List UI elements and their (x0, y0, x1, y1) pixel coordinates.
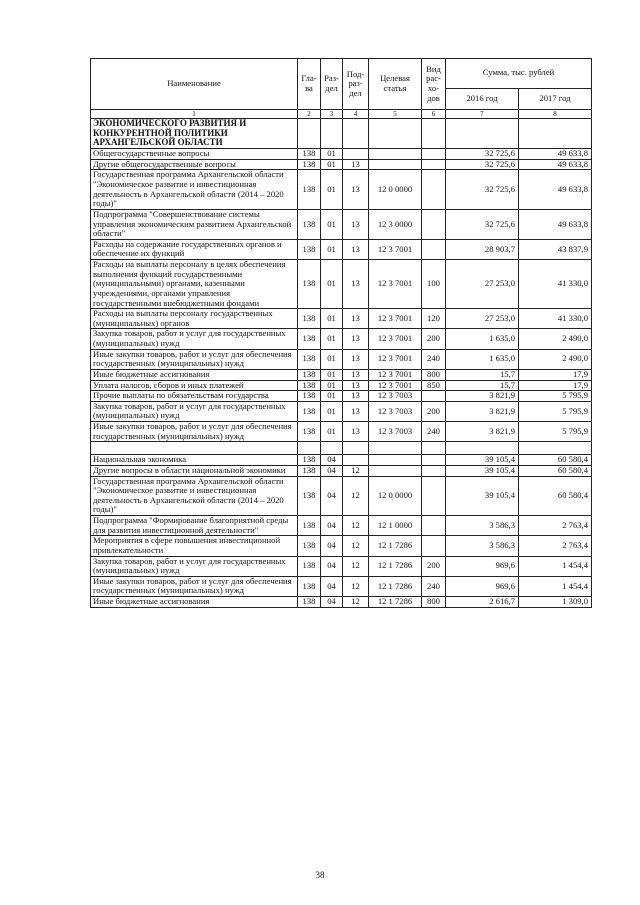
cell-pd (343, 442, 369, 455)
cell-rz: 01 (321, 369, 343, 380)
cell-pd: 12 (343, 576, 369, 596)
column-number-row (91, 110, 592, 119)
cell-pd: 13 (343, 209, 369, 239)
cell-pd (343, 149, 369, 160)
cell-gl: 138 (298, 239, 321, 259)
cell-gl: 138 (298, 380, 321, 391)
cell-cs: 12 3 7003 (369, 422, 422, 442)
cell-gl: 138 (298, 465, 321, 476)
cell-y2017: 49 633,8 (519, 159, 592, 170)
cell-vr (422, 159, 446, 170)
cell-y2016: 27 253,0 (446, 260, 519, 309)
cell-y2016: 39 105,4 (446, 465, 519, 476)
header-name: Наименование (91, 59, 298, 110)
cell-gl: 138 (298, 455, 321, 466)
cell-pd: 13 (343, 401, 369, 421)
cell-gl: 138 (298, 422, 321, 442)
cell-vr: 200 (422, 329, 446, 349)
cell-pd: 12 (343, 476, 369, 516)
cell-rz: 04 (321, 597, 343, 608)
cell-y2016 (446, 442, 519, 455)
cell-cs: 12 3 7003 (369, 401, 422, 421)
cell-cs: 12 0 0000 (369, 170, 422, 210)
cell-pd: 12 (343, 556, 369, 576)
cell-y2017: 41 330,0 (519, 260, 592, 309)
cell-name: Прочие выплаты по обязательствам государства (91, 391, 298, 402)
cell-y2017: 2 763,4 (519, 536, 592, 556)
section-title-row (91, 119, 592, 149)
cell-gl: 138 (298, 401, 321, 421)
cell-y2016: 28 903,7 (446, 239, 519, 259)
cell-cs: 12 3 7001 (369, 380, 422, 391)
cell-y2016: 3 821,9 (446, 422, 519, 442)
cell-vr (422, 170, 446, 210)
cell-y2016: 15,7 (446, 369, 519, 380)
header-2017: 2017 год (519, 88, 592, 109)
table-row (91, 329, 592, 349)
cell-y2017: 2 763,4 (519, 516, 592, 536)
cell-vr: 100 (422, 260, 446, 309)
table-row (91, 422, 592, 442)
cell-name: Иные бюджетные ассигнования (91, 369, 298, 380)
table-row (91, 401, 592, 421)
table-row (91, 369, 592, 380)
cell-cs: 12 3 0000 (369, 209, 422, 239)
cell-name: Другие вопросы в области национальной экономики (91, 465, 298, 476)
cell-y2016: 39 105,4 (446, 455, 519, 466)
header-podrazdel: Под-раз-дел (343, 59, 369, 110)
cell-y2017: 2 490,0 (519, 329, 592, 349)
cell-y2017: 49 633,8 (519, 209, 592, 239)
colnum: 6 (422, 110, 446, 119)
cell-pd (343, 455, 369, 466)
cell-cs: 12 3 7001 (369, 329, 422, 349)
cell-name: Закупка товаров, работ и услуг для государственных (муниципальных) нужд (91, 556, 298, 576)
cell-y2017: 49 633,8 (519, 170, 592, 210)
cell-rz: 04 (321, 536, 343, 556)
header-celevaya: Целевая статья (369, 59, 422, 110)
cell-rz: 01 (321, 309, 343, 329)
cell-vr (422, 476, 446, 516)
cell-pd: 12 (343, 465, 369, 476)
cell-cs: 12 3 7003 (369, 391, 422, 402)
cell-vr: 800 (422, 369, 446, 380)
cell-rz: 01 (321, 149, 343, 160)
cell-name: Подпрограмма "Формирование благоприятной среды для развития инвестиционной деятельности" (91, 516, 298, 536)
cell-rz: 01 (321, 239, 343, 259)
cell-vr: 240 (422, 422, 446, 442)
colnum: 3 (321, 110, 343, 119)
cell-rz: 04 (321, 576, 343, 596)
header-vid: Вид рас-хо-дов (422, 59, 446, 110)
cell-rz: 01 (321, 209, 343, 239)
cell-gl: 138 (298, 536, 321, 556)
table-row (91, 516, 592, 536)
cell-name: Мероприятия в сфере повышения инвестиционной привлекательности (91, 536, 298, 556)
cell-rz: 01 (321, 349, 343, 369)
cell-name: Национальная экономика (91, 455, 298, 466)
cell-vr (422, 455, 446, 466)
cell-rz: 01 (321, 422, 343, 442)
cell-rz: 04 (321, 476, 343, 516)
cell-gl: 138 (298, 329, 321, 349)
cell-y2016: 15,7 (446, 380, 519, 391)
cell-pd: 13 (343, 391, 369, 402)
cell-rz: 01 (321, 401, 343, 421)
table-row (91, 465, 592, 476)
table-row (91, 149, 592, 160)
cell-gl: 138 (298, 516, 321, 536)
table-row (91, 597, 592, 608)
cell-rz: 04 (321, 556, 343, 576)
cell-name: Государственная программа Архангельской области "Экономическое развитие и инвестиционная деятельность в Архангельской области (2014 – 2020 годы)" (91, 476, 298, 516)
cell-y2017: 17,9 (519, 369, 592, 380)
cell-gl: 138 (298, 576, 321, 596)
table-row (91, 380, 592, 391)
cell-name: Иные закупки товаров, работ и услуг для обеспечения государственных (муниципальных) нужд (91, 422, 298, 442)
cell-pd: 13 (343, 260, 369, 309)
colnum: 1 (91, 110, 298, 119)
cell-pd: 13 (343, 309, 369, 329)
cell-y2017: 60 580,4 (519, 455, 592, 466)
cell-rz: 04 (321, 516, 343, 536)
cell-y2017: 5 795,9 (519, 401, 592, 421)
cell-rz (321, 442, 343, 455)
cell-pd: 12 (343, 536, 369, 556)
cell-name: Общегосударственные вопросы (91, 149, 298, 160)
page-number: 38 (315, 870, 325, 880)
cell-y2016: 32 725,6 (446, 159, 519, 170)
cell-name: Другие общегосударственные вопросы (91, 159, 298, 170)
cell-y2016: 1 635,0 (446, 349, 519, 369)
cell-gl: 138 (298, 159, 321, 170)
cell-vr (422, 209, 446, 239)
table-row (91, 556, 592, 576)
cell-y2016: 3 821,9 (446, 391, 519, 402)
cell-y2017: 41 330,0 (519, 309, 592, 329)
colnum: 4 (343, 110, 369, 119)
header-razdel: Раз-дел (321, 59, 343, 110)
cell-cs: 12 1 0000 (369, 516, 422, 536)
cell-y2017: 60 580,4 (519, 476, 592, 516)
cell-rz: 01 (321, 391, 343, 402)
cell-gl (298, 442, 321, 455)
cell-pd: 13 (343, 369, 369, 380)
cell-vr: 200 (422, 401, 446, 421)
section-title: ЭКОНОМИЧЕСКОГО РАЗВИТИЯ И КОНКУРЕНТНОЙ ПОЛИТИКИ АРХАНГЕЛЬСКОЙ ОБЛАСТИ (91, 119, 298, 149)
cell-cs: 12 3 7001 (369, 369, 422, 380)
cell-pd: 13 (343, 380, 369, 391)
cell-vr (422, 465, 446, 476)
cell-vr: 200 (422, 556, 446, 576)
cell-gl: 138 (298, 391, 321, 402)
colnum: 8 (519, 110, 592, 119)
cell-name: Иные бюджетные ассигнования (91, 597, 298, 608)
cell-pd: 13 (343, 349, 369, 369)
cell-y2016: 969,6 (446, 556, 519, 576)
cell-y2016: 39 105,4 (446, 476, 519, 516)
cell-gl: 138 (298, 209, 321, 239)
cell-name: Расходы на содержание государственных органов и обеспечение их функций (91, 239, 298, 259)
cell-y2017 (519, 442, 592, 455)
cell-name: Уплата налогов, сборов и иных платежей (91, 380, 298, 391)
cell-cs (369, 149, 422, 160)
cell-gl: 138 (298, 149, 321, 160)
cell-y2017: 5 795,9 (519, 422, 592, 442)
cell-vr: 240 (422, 349, 446, 369)
cell-gl: 138 (298, 349, 321, 369)
colnum: 7 (446, 110, 519, 119)
table-row (91, 476, 592, 516)
cell-y2017: 49 633,8 (519, 149, 592, 160)
cell-vr: 240 (422, 576, 446, 596)
cell-rz: 01 (321, 380, 343, 391)
header-glava: Гла-ва (298, 59, 321, 110)
cell-gl: 138 (298, 170, 321, 210)
cell-y2017: 1 454,4 (519, 576, 592, 596)
header-2016: 2016 год (446, 88, 519, 109)
cell-gl: 138 (298, 476, 321, 516)
cell-y2016: 32 725,6 (446, 149, 519, 160)
table-row (91, 309, 592, 329)
table-row (91, 536, 592, 556)
table-row (91, 455, 592, 466)
cell-cs: 12 1 7286 (369, 556, 422, 576)
cell-y2016: 27 253,0 (446, 309, 519, 329)
cell-vr (422, 239, 446, 259)
table-row (91, 209, 592, 239)
cell-name: Закупка товаров, работ и услуг для государственных (муниципальных) нужд (91, 401, 298, 421)
cell-y2017: 1 309,0 (519, 597, 592, 608)
cell-rz: 04 (321, 465, 343, 476)
table-row (91, 260, 592, 309)
cell-cs: 12 3 7001 (369, 309, 422, 329)
cell-gl: 138 (298, 309, 321, 329)
cell-y2016: 32 725,6 (446, 209, 519, 239)
cell-pd: 13 (343, 170, 369, 210)
cell-y2016: 969,6 (446, 576, 519, 596)
cell-pd: 12 (343, 597, 369, 608)
colnum: 5 (369, 110, 422, 119)
cell-vr (422, 149, 446, 160)
cell-pd: 13 (343, 159, 369, 170)
cell-name: Иные закупки товаров, работ и услуг для обеспечения государственных (муниципальных) нужд (91, 576, 298, 596)
cell-rz: 01 (321, 260, 343, 309)
table-row (91, 159, 592, 170)
cell-name: Подпрограмма "Совершенствование системы управления экономическим развитием Архангельской области" (91, 209, 298, 239)
cell-gl: 138 (298, 260, 321, 309)
cell-name: Иные закупки товаров, работ и услуг для обеспечения государственных (муниципальных) нужд (91, 349, 298, 369)
cell-y2017: 5 795,9 (519, 391, 592, 402)
cell-vr: 120 (422, 309, 446, 329)
cell-rz: 01 (321, 170, 343, 210)
cell-cs: 12 0 0000 (369, 476, 422, 516)
cell-name: Расходы на выплаты персоналу в целях обеспечения выполнения функций государственными (муниципальными) органами, казенными учреждениями, органами управления государственными внебюджетными фондами (91, 260, 298, 309)
cell-gl: 138 (298, 556, 321, 576)
budget-table (90, 58, 592, 608)
table-row (91, 349, 592, 369)
cell-cs: 12 3 7001 (369, 260, 422, 309)
cell-pd: 13 (343, 422, 369, 442)
cell-pd: 13 (343, 239, 369, 259)
cell-rz: 01 (321, 329, 343, 349)
colnum: 2 (298, 110, 321, 119)
header-summa: Сумма, тыс. рублей (446, 59, 592, 89)
table-row (91, 170, 592, 210)
cell-vr: 800 (422, 597, 446, 608)
cell-pd: 12 (343, 516, 369, 536)
cell-cs: 12 1 7286 (369, 576, 422, 596)
table-row (91, 391, 592, 402)
blank-row (91, 442, 592, 455)
table-row (91, 576, 592, 596)
cell-cs: 12 3 7001 (369, 239, 422, 259)
cell-y2017: 43 837,9 (519, 239, 592, 259)
cell-vr (422, 516, 446, 536)
cell-y2016: 3 586,3 (446, 536, 519, 556)
cell-cs (369, 465, 422, 476)
cell-cs: 12 1 7286 (369, 536, 422, 556)
cell-vr (422, 536, 446, 556)
cell-gl: 138 (298, 597, 321, 608)
cell-y2016: 3 821,9 (446, 401, 519, 421)
cell-name: Расходы на выплаты персоналу государственных (муниципальных) органов (91, 309, 298, 329)
cell-gl: 138 (298, 369, 321, 380)
cell-cs: 12 3 7001 (369, 349, 422, 369)
cell-vr (422, 442, 446, 455)
cell-name (91, 442, 298, 455)
cell-rz: 01 (321, 159, 343, 170)
cell-y2016: 3 586,3 (446, 516, 519, 536)
cell-y2017: 17,9 (519, 380, 592, 391)
cell-cs (369, 159, 422, 170)
table-row (91, 239, 592, 259)
cell-y2017: 2 490,0 (519, 349, 592, 369)
cell-cs (369, 455, 422, 466)
cell-cs (369, 442, 422, 455)
cell-y2016: 2 616,7 (446, 597, 519, 608)
cell-cs: 12 1 7286 (369, 597, 422, 608)
cell-pd: 13 (343, 329, 369, 349)
cell-rz: 04 (321, 455, 343, 466)
cell-name: Государственная программа Архангельской области "Экономическое развитие и инвестиционная деятельность в Архангельской области (2014 – 2020 годы)" (91, 170, 298, 210)
cell-y2016: 32 725,6 (446, 170, 519, 210)
cell-vr: 850 (422, 380, 446, 391)
cell-name: Закупка товаров, работ и услуг для государственных (муниципальных) нужд (91, 329, 298, 349)
cell-y2016: 1 635,0 (446, 329, 519, 349)
cell-vr (422, 391, 446, 402)
cell-y2017: 1 454,4 (519, 556, 592, 576)
cell-y2017: 60 580,4 (519, 465, 592, 476)
